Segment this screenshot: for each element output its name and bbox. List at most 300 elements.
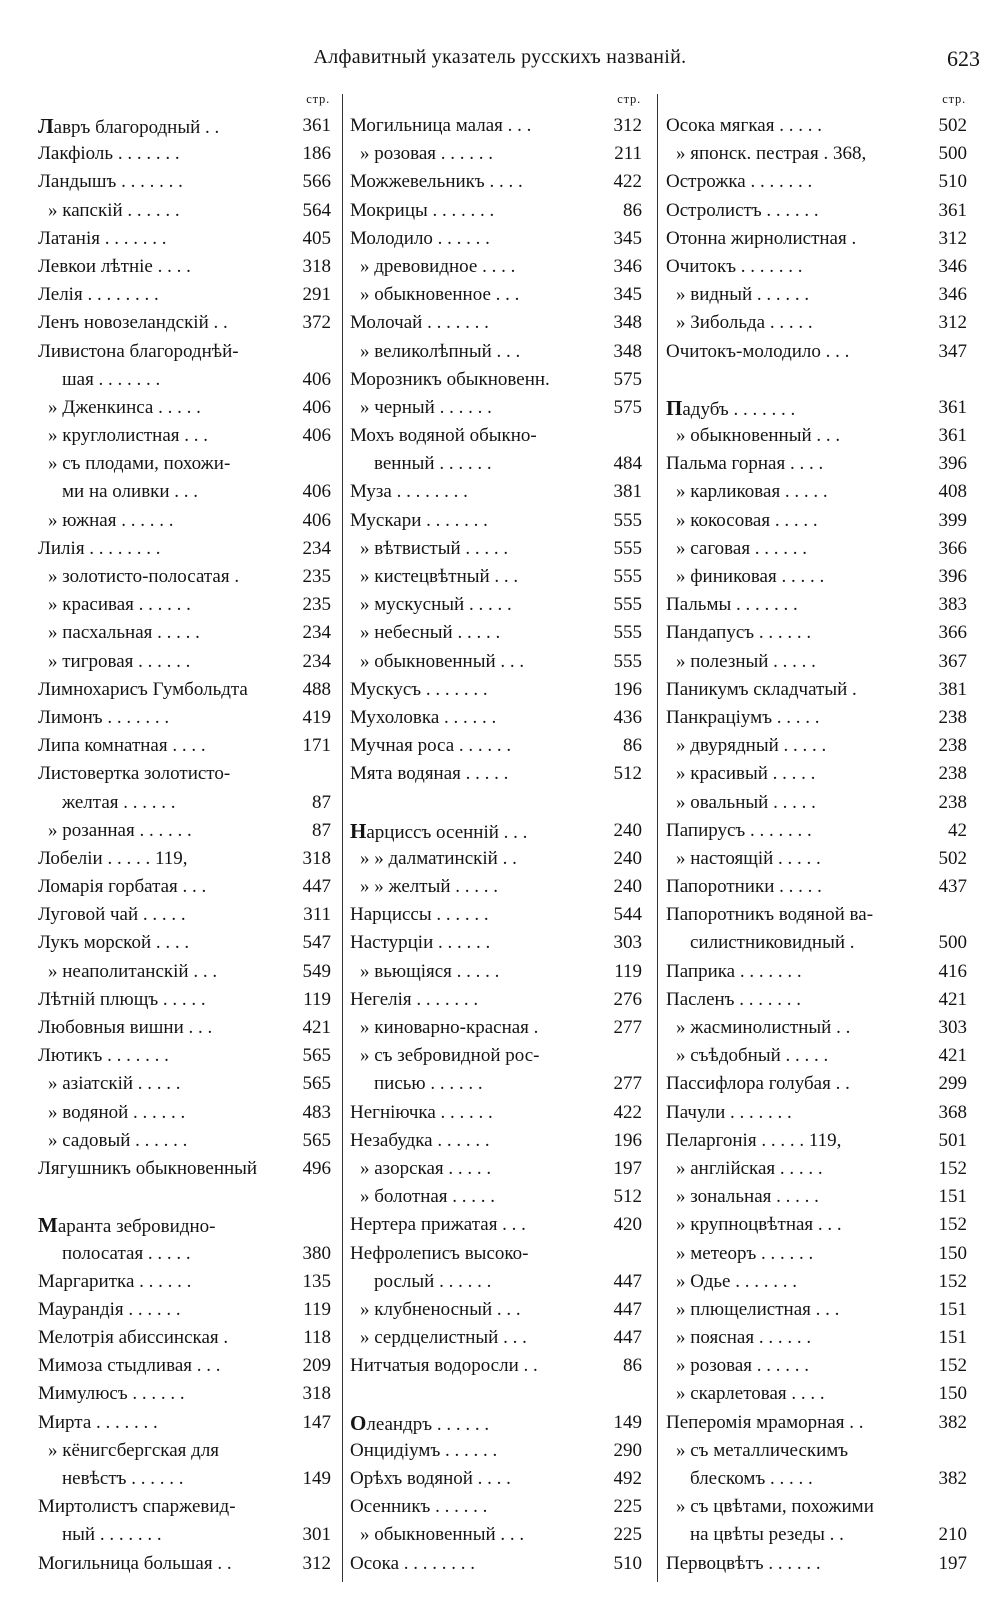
index-entry	[38, 817, 334, 845]
entry-page: 406	[302, 368, 331, 390]
entry-term: Осока . . . . . . . .	[350, 1552, 476, 1574]
entry-term: Мухоловка . . . . . .	[350, 706, 497, 728]
entry-term: » метеоръ . . . . . .	[676, 1242, 814, 1264]
entry-page: 372	[302, 312, 331, 334]
entry-page: 555	[613, 537, 642, 559]
index-entry	[38, 845, 334, 873]
entry-page: 238	[938, 706, 967, 728]
entry-term: » древовидное . . . .	[360, 255, 516, 277]
entry-page: 555	[613, 566, 642, 587]
page-header-title: Алфавитный указатель русскихъ названій.	[313, 46, 687, 68]
index-entry	[350, 1268, 645, 1296]
index-entry	[350, 1296, 645, 1324]
entry-term: Лимонъ . . . . . . .	[38, 706, 170, 728]
index-entry	[666, 789, 970, 817]
entry-page: 565	[302, 1073, 331, 1095]
entry-term: » карликовая . . . . .	[676, 481, 828, 503]
entry-term: Пальма горная . . . .	[666, 453, 824, 475]
entry-page: 277	[613, 1017, 642, 1038]
index-entry	[38, 1380, 334, 1408]
entry-term: » болотная . . . . .	[360, 1186, 496, 1208]
index-entry	[666, 1550, 970, 1578]
entry-term: » клубненосный . . .	[360, 1298, 521, 1320]
entry-page: 303	[613, 932, 642, 954]
index-entry	[350, 704, 645, 732]
entry-page: 492	[613, 1468, 642, 1489]
entry-page: 348	[613, 312, 642, 334]
entry-term: Мимоза стыдливая . . .	[38, 1355, 221, 1377]
entry-term: Пачули . . . . . . .	[666, 1101, 792, 1123]
entry-term: Мохъ водяной обыкно-	[350, 425, 537, 447]
entry-page: 211	[614, 143, 642, 165]
entry-page: 447	[613, 1270, 642, 1292]
entry-page: 312	[613, 115, 642, 136]
entry-page: 421	[302, 1017, 331, 1038]
index-entry	[38, 760, 334, 788]
entry-term: Ленъ новозеландскій . .	[38, 312, 228, 334]
index-entry	[38, 1521, 334, 1549]
index-entry	[38, 732, 334, 760]
entry-term: » небесный . . . . .	[360, 622, 501, 644]
index-entry	[350, 478, 645, 506]
entry-page: 240	[613, 819, 642, 841]
index-entry	[38, 168, 334, 196]
entry-page: 312	[302, 1552, 331, 1574]
entry-page: 421	[938, 1045, 967, 1067]
entry-term: Лукъ морской . . . .	[38, 932, 190, 954]
entry-term: » розовая . . . . . .	[360, 143, 494, 165]
index-entry	[666, 1352, 970, 1380]
entry-page: 234	[302, 650, 331, 672]
index-entry	[350, 732, 645, 760]
index-entry	[38, 676, 334, 704]
entry-page: 119	[614, 960, 642, 982]
entry-page: 197	[938, 1552, 967, 1574]
index-entry	[666, 929, 970, 957]
entry-page: 135	[302, 1270, 331, 1292]
entry-page: 119	[303, 988, 331, 1010]
entry-page: 406	[302, 396, 331, 418]
entry-term: Молодило . . . . . .	[350, 227, 490, 249]
index-entry	[38, 563, 334, 591]
entry-term: Листовертка золотисто-	[38, 763, 231, 785]
entry-term: » плющелистная . . .	[676, 1298, 840, 1320]
index-entry	[666, 253, 970, 281]
entry-term: Лакфіоль . . . . . . .	[38, 143, 180, 165]
entry-term: Орѣхъ водяной . . . .	[350, 1468, 511, 1489]
entry-page: 488	[302, 678, 331, 700]
entry-page: 549	[302, 960, 331, 982]
index-entry	[38, 309, 334, 337]
entry-page: 152	[938, 1157, 967, 1179]
index-entry	[350, 394, 645, 422]
entry-page: 86	[623, 199, 642, 221]
entry-term: » съ зебровидной рос-	[360, 1045, 540, 1067]
index-entry	[38, 507, 334, 535]
entry-term: Пальмы . . . . . . .	[666, 594, 798, 616]
entry-page: 346	[938, 284, 967, 306]
index-entry	[38, 1155, 334, 1183]
index-entry	[350, 817, 645, 845]
entry-page: 366	[938, 537, 967, 559]
entry-page: 149	[302, 1468, 331, 1489]
entry-term: Остролистъ . . . . . .	[666, 199, 819, 221]
entry-page: 368	[938, 1101, 967, 1123]
entry-page: 210	[938, 1524, 967, 1546]
index-entry	[38, 1324, 334, 1352]
entry-term: » садовый . . . . . .	[48, 1129, 188, 1151]
index-entry	[38, 1465, 334, 1493]
index-entry	[350, 197, 645, 225]
index-entry	[666, 676, 970, 704]
index-entry	[38, 281, 334, 309]
entry-page: 238	[938, 791, 967, 813]
index-entry	[666, 1409, 970, 1437]
index-entry	[666, 281, 970, 309]
entry-page: 87	[312, 791, 331, 813]
entry-term: Муза . . . . . . . .	[350, 481, 468, 503]
entry-term: » обыкновенный . . .	[360, 650, 525, 672]
index-entry	[350, 1240, 645, 1268]
entry-term: Нарциссы . . . . . .	[350, 904, 489, 926]
entry-page: 383	[938, 594, 967, 616]
index-entry	[38, 1437, 334, 1465]
entry-term: Пасленъ . . . . . . .	[666, 988, 801, 1010]
index-entry	[350, 1155, 645, 1183]
entry-page: 555	[613, 650, 642, 672]
entry-page: 382	[938, 1468, 967, 1489]
entry-page: 318	[302, 255, 331, 277]
entry-term: венный . . . . . .	[374, 453, 492, 475]
index-entry	[350, 1070, 645, 1098]
index-entry	[666, 507, 970, 535]
entry-page: 235	[302, 594, 331, 616]
entry-page: 240	[613, 876, 642, 898]
entry-page: 299	[938, 1073, 967, 1095]
entry-term: » жасминолистный . .	[676, 1017, 851, 1038]
index-entry	[350, 1409, 645, 1437]
entry-term: » настоящій . . . . .	[676, 847, 821, 869]
entry-term: » англійская . . . . .	[676, 1157, 823, 1179]
entry-term: Левкои лѣтніе . . . .	[38, 255, 191, 277]
entry-term: » двурядный . . . . .	[676, 735, 827, 757]
entry-page: 447	[613, 1298, 642, 1320]
index-entry	[666, 112, 970, 140]
entry-page: 86	[623, 1355, 642, 1377]
entry-page: 406	[302, 425, 331, 447]
entry-page: 240	[613, 847, 642, 869]
index-entry	[38, 1352, 334, 1380]
index-entry	[38, 873, 334, 901]
index-entry	[38, 1127, 334, 1155]
index-entry	[38, 394, 334, 422]
entry-page: 118	[303, 1327, 331, 1349]
entry-page: 420	[613, 1214, 642, 1236]
index-column-2	[350, 92, 645, 1587]
entry-page: 318	[302, 847, 331, 869]
entry-page: 235	[302, 566, 331, 587]
entry-term: » мускусный . . . . .	[360, 594, 512, 616]
entry-page: 209	[302, 1355, 331, 1377]
entry-term: » кокосовая . . . . .	[676, 509, 818, 531]
entry-page: 234	[302, 622, 331, 644]
entry-term: полосатая . . . . .	[62, 1242, 191, 1264]
index-entry	[666, 450, 970, 478]
index-entry	[666, 140, 970, 168]
entry-term: Первоцвѣтъ . . . . . .	[666, 1552, 821, 1574]
index-entry	[350, 535, 645, 563]
index-entry	[350, 1099, 645, 1127]
entry-term: Лилія . . . . . . . .	[38, 537, 161, 559]
entry-term: » вѣтвистый . . . . .	[360, 537, 509, 559]
index-entry	[38, 1550, 334, 1578]
entry-page: 346	[938, 255, 967, 277]
index-entry	[38, 1493, 334, 1521]
index-entry	[38, 1014, 334, 1042]
entry-page: 408	[938, 481, 967, 503]
entry-page: 361	[938, 396, 967, 418]
section-gap	[350, 1380, 645, 1408]
entry-term: » саговая . . . . . .	[676, 537, 808, 559]
entry-page: 544	[613, 904, 642, 926]
index-column-1	[38, 92, 334, 1587]
entry-term: » круглолистная . . .	[48, 425, 209, 447]
entry-term: шая . . . . . . .	[62, 368, 161, 390]
entry-term: » кёнигсбергская для	[48, 1439, 220, 1461]
index-entry	[38, 619, 334, 647]
entry-page: 555	[613, 622, 642, 644]
entry-page: 87	[312, 819, 331, 841]
index-entry	[38, 1211, 334, 1239]
entry-term: Отонна жирнолистная .	[666, 227, 857, 249]
entry-term: Ломарія горбатая . . .	[38, 876, 207, 898]
entry-term: Нертера прижатая . . .	[350, 1214, 526, 1236]
entry-page: 396	[938, 453, 967, 475]
index-entry	[666, 1521, 970, 1549]
entry-page: 406	[302, 509, 331, 531]
entry-page: 151	[938, 1186, 967, 1208]
entry-term: » овальный . . . . .	[676, 791, 816, 813]
entry-term: Пеларгонія . . . . . 119,	[666, 1129, 842, 1151]
index-entry	[38, 1070, 334, 1098]
index-entry	[666, 1211, 970, 1239]
entry-term: » черный . . . . . .	[360, 396, 492, 418]
entry-term: Папоротникъ водяной ва-	[666, 904, 874, 926]
entry-term: на цвѣты резеды . .	[690, 1524, 844, 1546]
entry-term: » вьющіяся . . . . .	[360, 960, 500, 982]
entry-term: Мучная роса . . . . . .	[350, 735, 512, 757]
entry-term: » киноварно-красная .	[360, 1017, 539, 1038]
entry-term: желтая . . . . . .	[62, 791, 176, 813]
index-entry	[666, 309, 970, 337]
index-entry	[350, 1324, 645, 1352]
entry-page: 381	[613, 481, 642, 503]
entry-term: Лавръ благородный . .	[38, 114, 220, 138]
index-entry	[666, 1127, 970, 1155]
entry-page: 276	[613, 988, 642, 1010]
index-entry	[38, 450, 334, 478]
index-entry	[350, 1550, 645, 1578]
index-entry	[666, 225, 970, 253]
entry-term: » капскій . . . . . .	[48, 199, 180, 221]
column-divider	[657, 94, 658, 1582]
index-entry	[666, 394, 970, 422]
index-entry	[38, 253, 334, 281]
entry-term: Латанія . . . . . . .	[38, 227, 167, 249]
index-column-3	[666, 92, 970, 1587]
entry-term: » розовая . . . . . .	[676, 1355, 810, 1377]
entry-page: 225	[613, 1496, 642, 1518]
entry-term: » зональная . . . . .	[676, 1186, 819, 1208]
page-column-label: стр.	[617, 92, 641, 106]
entry-term: » полезный . . . . .	[676, 650, 816, 672]
entry-page: 277	[613, 1073, 642, 1095]
entry-page: 345	[613, 227, 642, 249]
entry-term: Папирусъ . . . . . . .	[666, 819, 812, 841]
entry-page: 416	[938, 960, 967, 982]
entry-page: 150	[938, 1242, 967, 1264]
index-entry	[666, 1183, 970, 1211]
entry-term: ный . . . . . . .	[62, 1524, 162, 1546]
index-entry	[350, 563, 645, 591]
entry-page: 484	[613, 453, 642, 475]
entry-page: 381	[938, 678, 967, 700]
index-entry	[666, 563, 970, 591]
entry-term: » крупноцвѣтная . . .	[676, 1214, 842, 1236]
entry-page: 361	[938, 425, 967, 447]
entry-term: Острожка . . . . . . .	[666, 171, 813, 193]
entry-page: 238	[938, 763, 967, 785]
entry-page: 399	[938, 509, 967, 531]
entry-page: 483	[302, 1101, 331, 1123]
index-entry	[350, 1493, 645, 1521]
index-entry	[350, 873, 645, 901]
entry-page: 42	[948, 819, 967, 841]
entry-page: 318	[302, 1383, 331, 1405]
entry-page: 547	[302, 932, 331, 954]
entry-page: 361	[302, 115, 331, 136]
index-entry	[666, 873, 970, 901]
index-entry	[350, 140, 645, 168]
index-entry	[350, 168, 645, 196]
entry-term: » обыкновенный . . .	[676, 425, 841, 447]
entry-page: 437	[938, 876, 967, 898]
entry-term: ми на оливки . . .	[62, 481, 199, 503]
entry-term: Олеандръ . . . . . .	[350, 1410, 490, 1435]
index-entry	[350, 507, 645, 535]
entry-term: Можжевельникъ . . . .	[350, 171, 523, 193]
entry-term: » красивый . . . . .	[676, 763, 816, 785]
entry-page: 502	[938, 847, 967, 869]
index-entry	[666, 1070, 970, 1098]
index-entry	[350, 1521, 645, 1549]
entry-page: 496	[302, 1157, 331, 1179]
index-entry	[38, 648, 334, 676]
index-entry	[666, 958, 970, 986]
entry-page: 152	[938, 1214, 967, 1236]
entry-term: Лѣтній плющъ . . . . .	[38, 988, 206, 1010]
index-entry	[666, 197, 970, 225]
entry-term: Ливистона благороднѣй-	[38, 340, 239, 362]
index-entry	[38, 986, 334, 1014]
index-entry	[38, 789, 334, 817]
entry-term: Негелія . . . . . . .	[350, 988, 479, 1010]
entry-term: » великолѣпный . . .	[360, 340, 521, 362]
index-entry	[666, 1296, 970, 1324]
entry-page: 186	[302, 143, 331, 165]
column-divider	[342, 94, 343, 1582]
entry-term: рослый . . . . . .	[374, 1270, 492, 1292]
index-entry	[38, 1409, 334, 1437]
entry-page: 171	[302, 735, 331, 757]
index-entry	[38, 1240, 334, 1268]
entry-page: 196	[613, 678, 642, 700]
index-entry	[350, 676, 645, 704]
index-entry	[666, 986, 970, 1014]
index-entry	[350, 1014, 645, 1042]
index-entry	[38, 366, 334, 394]
entry-term: » неаполитанскій . . .	[48, 960, 218, 982]
entry-page: 312	[938, 312, 967, 334]
entry-page: 312	[938, 227, 967, 249]
entry-term: » обыкновенное . . .	[360, 284, 520, 306]
index-entry	[350, 422, 645, 450]
section-gap	[666, 366, 970, 394]
entry-term: Мелотрія абиссинская .	[38, 1327, 229, 1349]
entry-page: 565	[302, 1045, 331, 1067]
entry-term: Папоротники . . . . .	[666, 876, 822, 898]
entry-page: 367	[938, 650, 967, 672]
entry-page: 345	[613, 284, 642, 306]
entry-term: » кистецвѣтный . . .	[360, 566, 519, 587]
index-entry	[666, 1240, 970, 1268]
index-entry	[666, 1099, 970, 1127]
entry-page: 512	[613, 1186, 642, 1208]
entry-page: 197	[613, 1157, 642, 1179]
entry-term: » южная . . . . . .	[48, 509, 174, 531]
entry-page: 380	[302, 1242, 331, 1264]
entry-page: 86	[623, 735, 642, 757]
index-entry	[666, 1380, 970, 1408]
index-entry	[666, 1437, 970, 1465]
index-entry	[666, 845, 970, 873]
entry-page: 500	[938, 143, 967, 165]
index-entry	[666, 1268, 970, 1296]
entry-term: » пасхальная . . . . .	[48, 622, 200, 644]
entry-page: 555	[613, 509, 642, 531]
entry-term: » поясная . . . . . .	[676, 1327, 812, 1349]
index-entry	[38, 958, 334, 986]
index-entry	[38, 1296, 334, 1324]
index-entry	[666, 901, 970, 929]
entry-page: 422	[613, 171, 642, 193]
entry-page: 510	[938, 171, 967, 193]
entry-term: Мимулюсъ . . . . . .	[38, 1383, 185, 1405]
entry-page: 238	[938, 735, 967, 757]
index-entry	[38, 901, 334, 929]
index-entry	[666, 535, 970, 563]
index-entry	[350, 225, 645, 253]
entry-term: Могильница большая . .	[38, 1552, 232, 1574]
entry-page: 147	[302, 1411, 331, 1433]
entry-page: 225	[613, 1524, 642, 1546]
entry-term: Любовныя вишни . . .	[38, 1017, 213, 1038]
entry-page: 151	[938, 1298, 967, 1320]
entry-term: Лягушникъ обыкновенный	[38, 1157, 258, 1179]
entry-page: 500	[938, 932, 967, 954]
entry-term: » красивая . . . . . .	[48, 594, 191, 616]
entry-term: » финиковая . . . . .	[676, 566, 825, 587]
